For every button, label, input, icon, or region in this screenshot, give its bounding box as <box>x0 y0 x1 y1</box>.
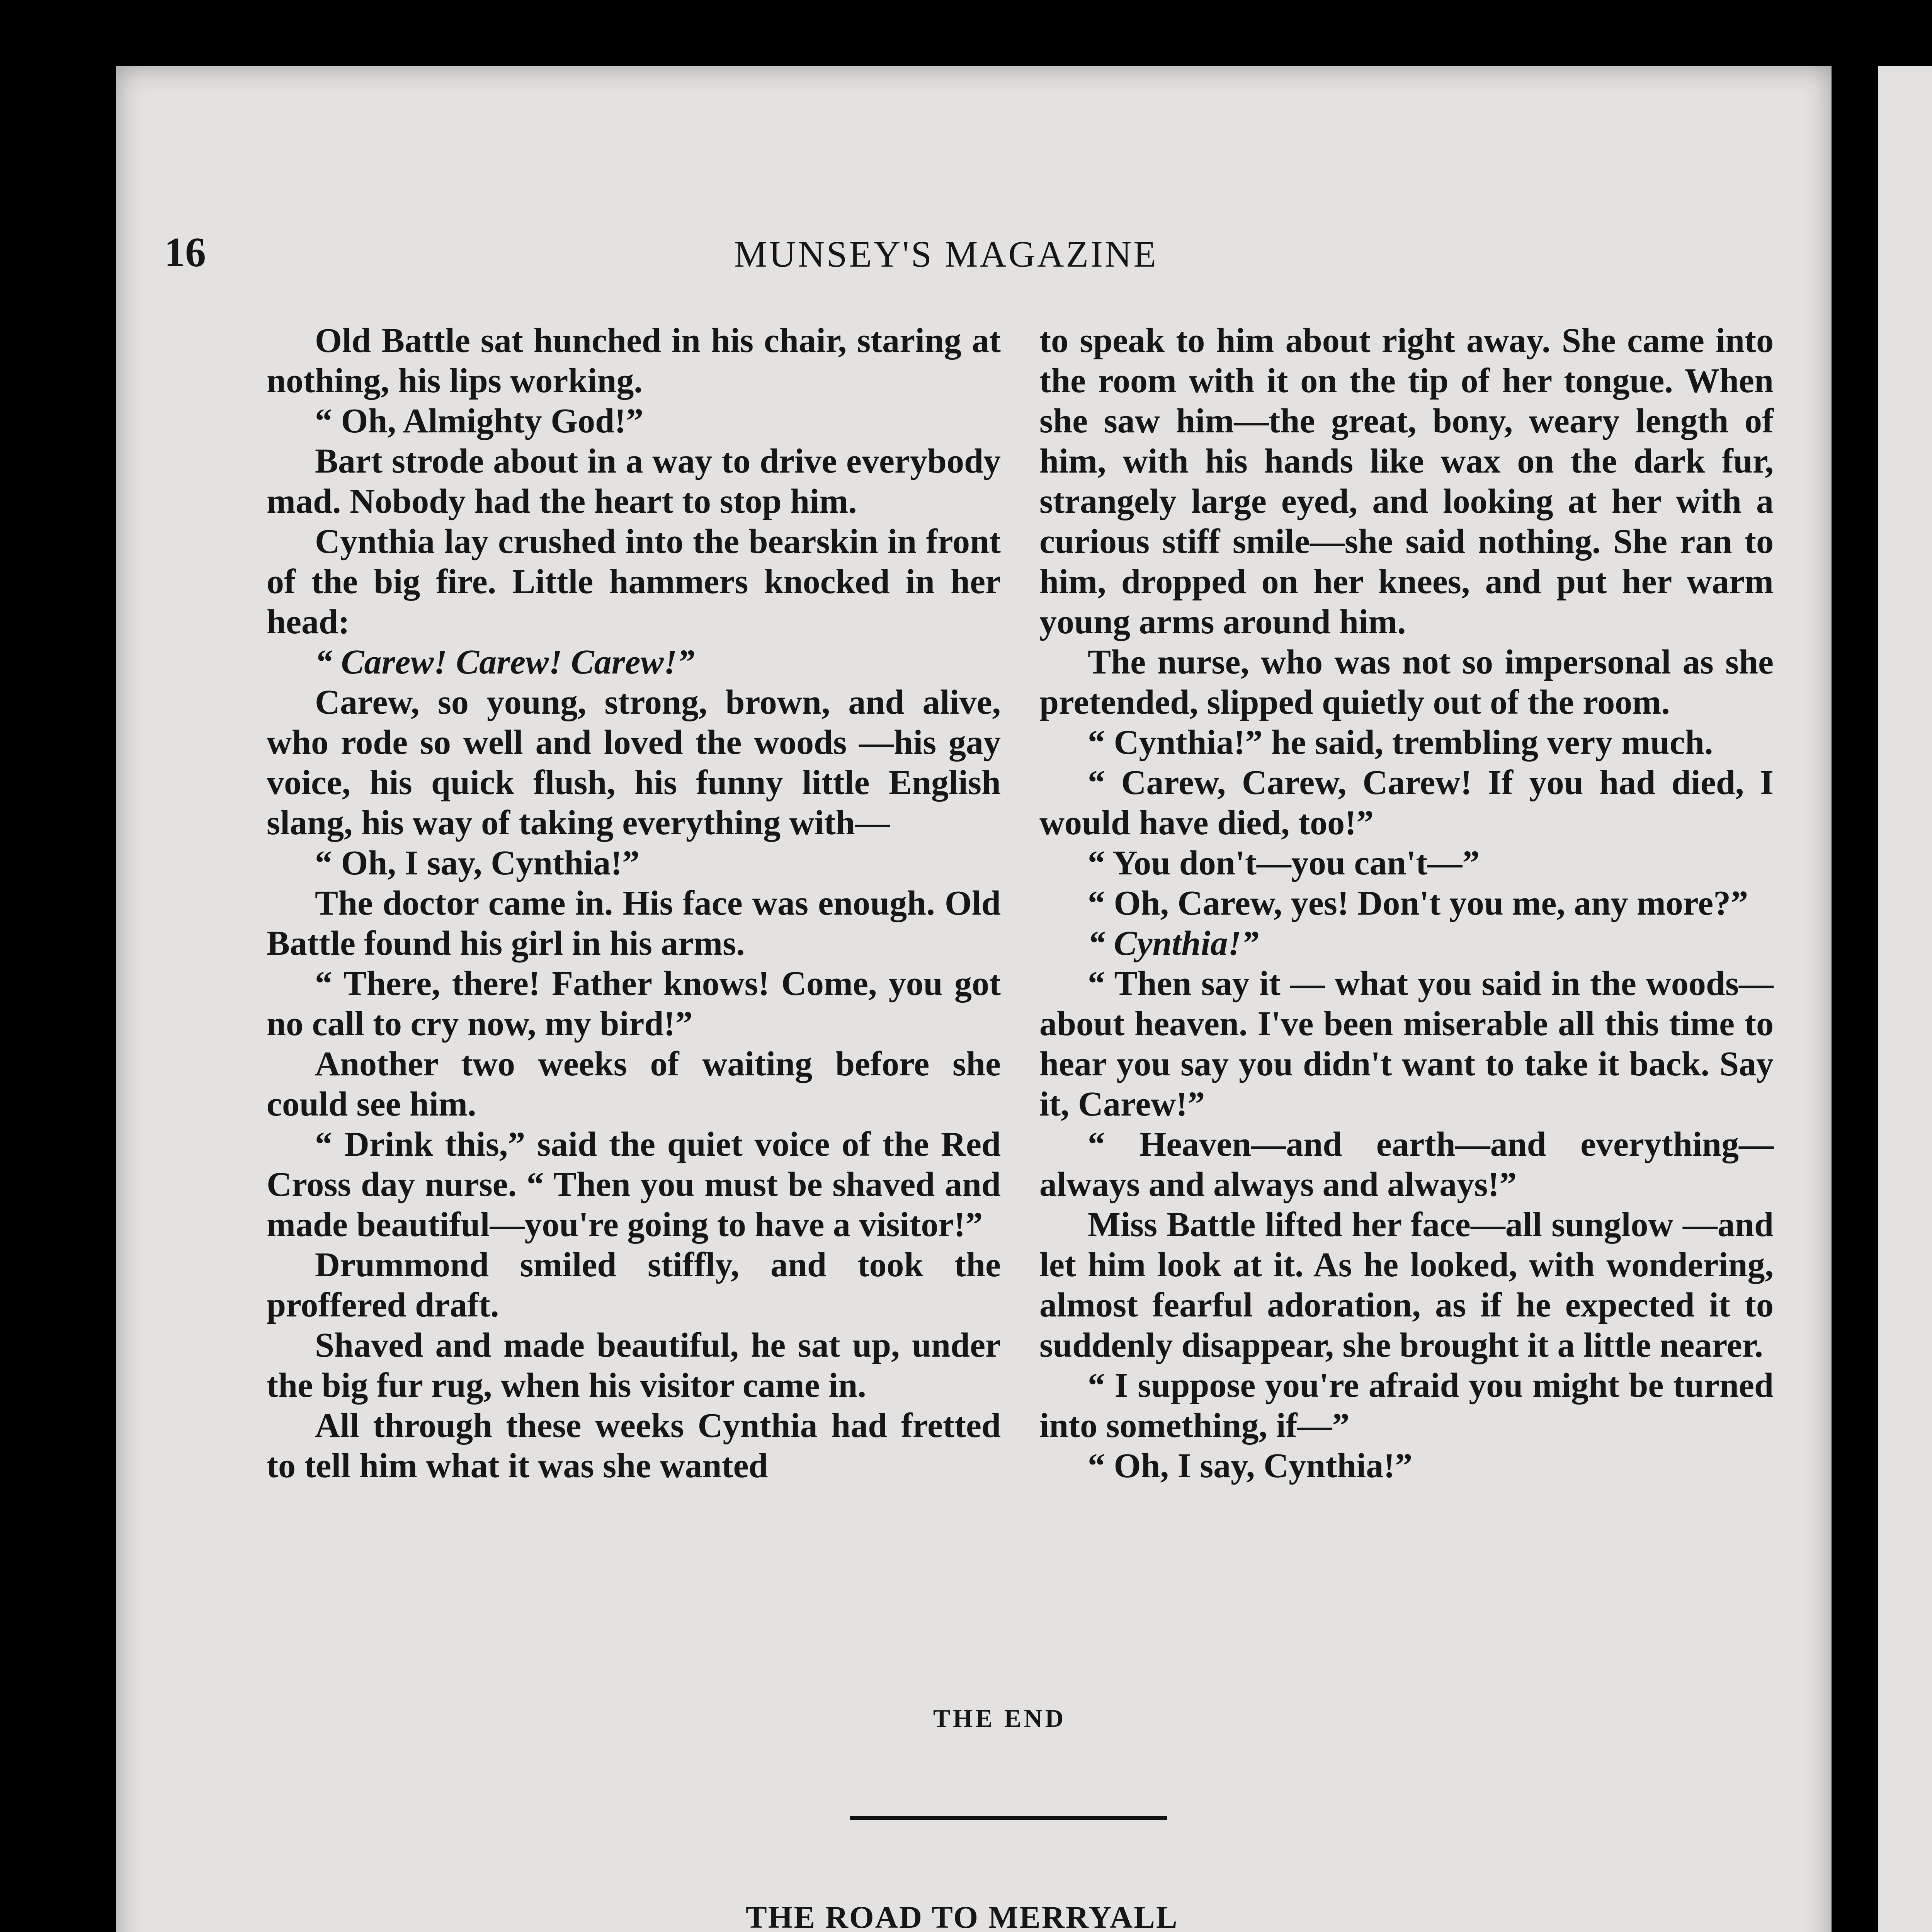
story-paragraph: Miss Battle lifted her face—all sunglow —and let him look at it. As he looked, with wondering, almost fearful adoration, as if he expected it to suddenly disappear, she brought it a little nearer. <box>1039 1206 1774 1364</box>
story-paragraph: Drummond smiled stiffly, and took the proffered draft. <box>267 1246 1001 1324</box>
story-paragraph: Bart strode about in a way to drive everybody mad. Nobody had the heart to stop him. <box>267 442 1001 520</box>
story-paragraph: Shaved and made beautiful, he sat up, under the big fur rug, when his visitor came in. <box>267 1326 1001 1405</box>
story-paragraph: “ I suppose you're afraid you might be turned into something, if—” <box>1039 1366 1774 1445</box>
story-paragraph: to speak to him about right away. She came into the room with it on the tip of her tongue. When she saw him—the great, bony, weary length of him, with his hands like wax on the dark fur, strangely large eyed, and looking at her with a curious stiff smile—she said nothing. She ran to him, dropped on her knees, and put her warm young arms around him. <box>1039 321 1774 641</box>
story-paragraph: “ You don't—you can't—” <box>1088 844 1480 882</box>
story-paragraph: “ Oh, Almighty God!” <box>315 402 644 440</box>
story-paragraph: “ There, there! Father knows! Come, you got no call to cry now, my bird!” <box>267 964 1001 1043</box>
story-paragraph: Cynthia lay crushed into the bearskin in front of the big fire. Little hammers knocked in her head: <box>267 522 1001 641</box>
story-right-column <box>1039 321 1774 1486</box>
story-paragraph: “ Carew, Carew, Carew! If you had died, I would have died, too!” <box>1039 764 1774 842</box>
story-paragraph: “ Oh, I say, Cynthia!” <box>1088 1447 1413 1485</box>
story-paragraph: The nurse, who was not so impersonal as she pretended, slipped quietly out of the room. <box>1039 643 1774 721</box>
the-end-label: THE END <box>933 1704 1066 1733</box>
magazine-title: MUNSEY'S MAGAZINE <box>734 233 1158 275</box>
story-paragraph: Another two weeks of waiting before she could see him. <box>267 1045 1001 1123</box>
story-paragraph: All through these weeks Cynthia had fretted to tell him what it was she wanted <box>267 1406 1001 1485</box>
story-paragraph: “ Cynthia!” he said, trembling very much. <box>1088 723 1713 762</box>
story-paragraph: “ Carew! Carew! Carew!” <box>315 643 695 681</box>
story-paragraph: The doctor came in. His face was enough. Old Battle found his girl in his arms. <box>267 884 1001 963</box>
story-paragraph: “ Drink this,” said the quiet voice of the Red Cross day nurse. “ Then you must be shaved and made beautiful—you're going to have a visitor!” <box>267 1125 1001 1244</box>
story-paragraph: “ Oh, Carew, yes! Don't you me, any more?” <box>1088 884 1748 922</box>
next-page-edge <box>1878 66 1932 1932</box>
poem-title: THE ROAD TO MERRYALL <box>746 1900 1179 1932</box>
section-divider <box>850 1816 1167 1820</box>
story-paragraph: “ Cynthia!” <box>1088 924 1259 963</box>
story-paragraph: Carew, so young, strong, brown, and alive, who rode so well and loved the woods —his gay voice, his quick flush, his funny little English slang, his way of taking everything with— <box>267 683 1001 842</box>
page-number: 16 <box>164 230 206 276</box>
story-paragraph: Old Battle sat hunched in his chair, staring at nothing, his lips working. <box>267 321 1001 400</box>
story-left-column <box>267 321 1001 1486</box>
story-paragraph: “ Then say it — what you said in the woods—about heaven. I've been miserable all this time to hear you say you didn't want to take it back. Say it, Carew!” <box>1039 964 1774 1123</box>
story-paragraph: “ Heaven—and earth—and everything—always and always and always!” <box>1039 1125 1774 1204</box>
story-paragraph: “ Oh, I say, Cynthia!” <box>315 844 640 882</box>
